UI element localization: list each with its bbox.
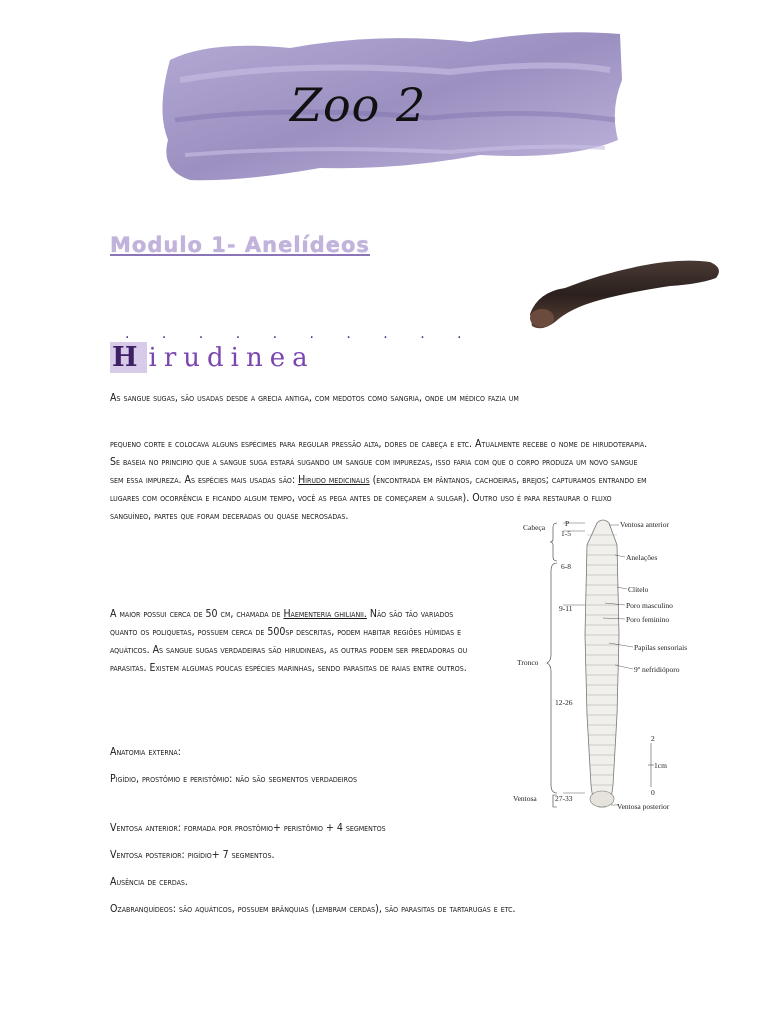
species-haementeria-ghilianii: Haementeria ghilianii.: [283, 608, 367, 620]
segment-27-33: 27-33: [555, 794, 573, 803]
label-ventosa: Ventosa: [513, 794, 537, 803]
paragraph-6: Ventosa anterior: formada por prostômio+ peristômio + 4 segmentos: [110, 822, 386, 834]
paragraph-2-part-b: (encontrada em pântanos, cachoeiras, brejos; capturamos entrando em lugares com ocorrência e ficando algum tempo, você as pega antes de começarem a sulgar). Outro uso é para restaurar o fluxo sanguíneo, partes que foram deceradas ou quase necrosadas.: [110, 474, 647, 522]
segment-9-11: 9-11: [559, 604, 573, 613]
label-ventosa-posterior: Ventosa posterior: [617, 802, 670, 811]
paragraph-4: Anatomia externa:: [110, 746, 181, 758]
paragraph-3-part-b: Não são tão variados quanto os poliquetas, possuem cerca de 500sp descritas, podem habitar regiões húmidas e aquáticos. As sangue sugas verdadeiras são hirudineas, as outras podem ser predadoras ou parasitas. Existem algumas poucas espécies marinhas, sendo parasitas de raias entre outros.: [110, 608, 468, 674]
decorative-dots: . . . . . . . . . .: [125, 326, 476, 342]
segment-6-8: 6-8: [561, 562, 571, 571]
label-tronco: Tronco: [517, 658, 539, 667]
species-hirudo-medicinalis: Hirudo medicinalis: [298, 474, 370, 486]
segment-p: P: [565, 519, 570, 528]
paragraph-8: Ausência de cerdas.: [110, 876, 188, 888]
section-title: [110, 342, 315, 373]
segment-1-5: 1-5: [561, 529, 571, 538]
paragraph-9: Ozabranquídeos: são aquáticos, possuem brânquias (lembram cerdas), são parasitas de tartarugas e etc.: [110, 903, 516, 915]
paragraph-1: As sangue sugas, são usadas desde a grecia antiga, com medotos como sangria, onde um médico fazia um: [110, 392, 519, 404]
section-title-rest: irudinea: [148, 343, 315, 373]
label-poro-masculino: Poro masculino: [626, 601, 673, 610]
scale-bottom: 0: [651, 788, 655, 797]
leech-image: [520, 252, 725, 334]
label-cabeca: Cabeça: [523, 523, 546, 532]
section-title-initial: H: [112, 342, 145, 373]
paragraph-3: [110, 605, 470, 677]
scale-top: 2: [651, 734, 655, 743]
label-clitelo: Clitelo: [628, 585, 649, 594]
leech-body-outline: [585, 520, 619, 807]
posterior-sucker: [590, 791, 614, 807]
label-anelacoes: Anelações: [626, 553, 658, 562]
paragraph-5: Pigídio, prostômio e peristômio: não são segmentos verdadeiros: [110, 773, 357, 785]
paragraph-2-part-a: pequeno corte e colocava alguns espécimes para regular pressão alta, dores de cabeça e etc. Atualmente recebe o nome de hirudoterapia. Se baseia no principio que a sangue suga estará sugando um sangue com impurezas, isso faria com que o corpo produza um novo sangue sem essa impureza. As espécies mais usadas são:: [110, 438, 648, 486]
label-ventosa-anterior: Ventosa anterior: [620, 520, 669, 529]
module-heading: Modulo 1- Anelídeos: [110, 233, 370, 257]
paragraph-7: Ventosa posterior: pigídio+ 7 segmentos.: [110, 849, 275, 861]
paragraph-2: [110, 435, 650, 525]
label-papilas-sensoriais: Papilas sensoriais: [634, 643, 688, 652]
scale-mid: 1cm: [654, 761, 667, 770]
segment-12-26: 12-26: [555, 698, 573, 707]
paragraph-3-part-a: A maior possui cerca de 50 cm, chamada de: [110, 608, 284, 620]
label-nefridioporo: 9º nefridióporo: [634, 665, 680, 674]
label-poro-feminino: Poro feminino: [626, 615, 670, 624]
anatomy-diagram: [505, 515, 688, 815]
page-title: Zoo 2: [290, 78, 427, 132]
